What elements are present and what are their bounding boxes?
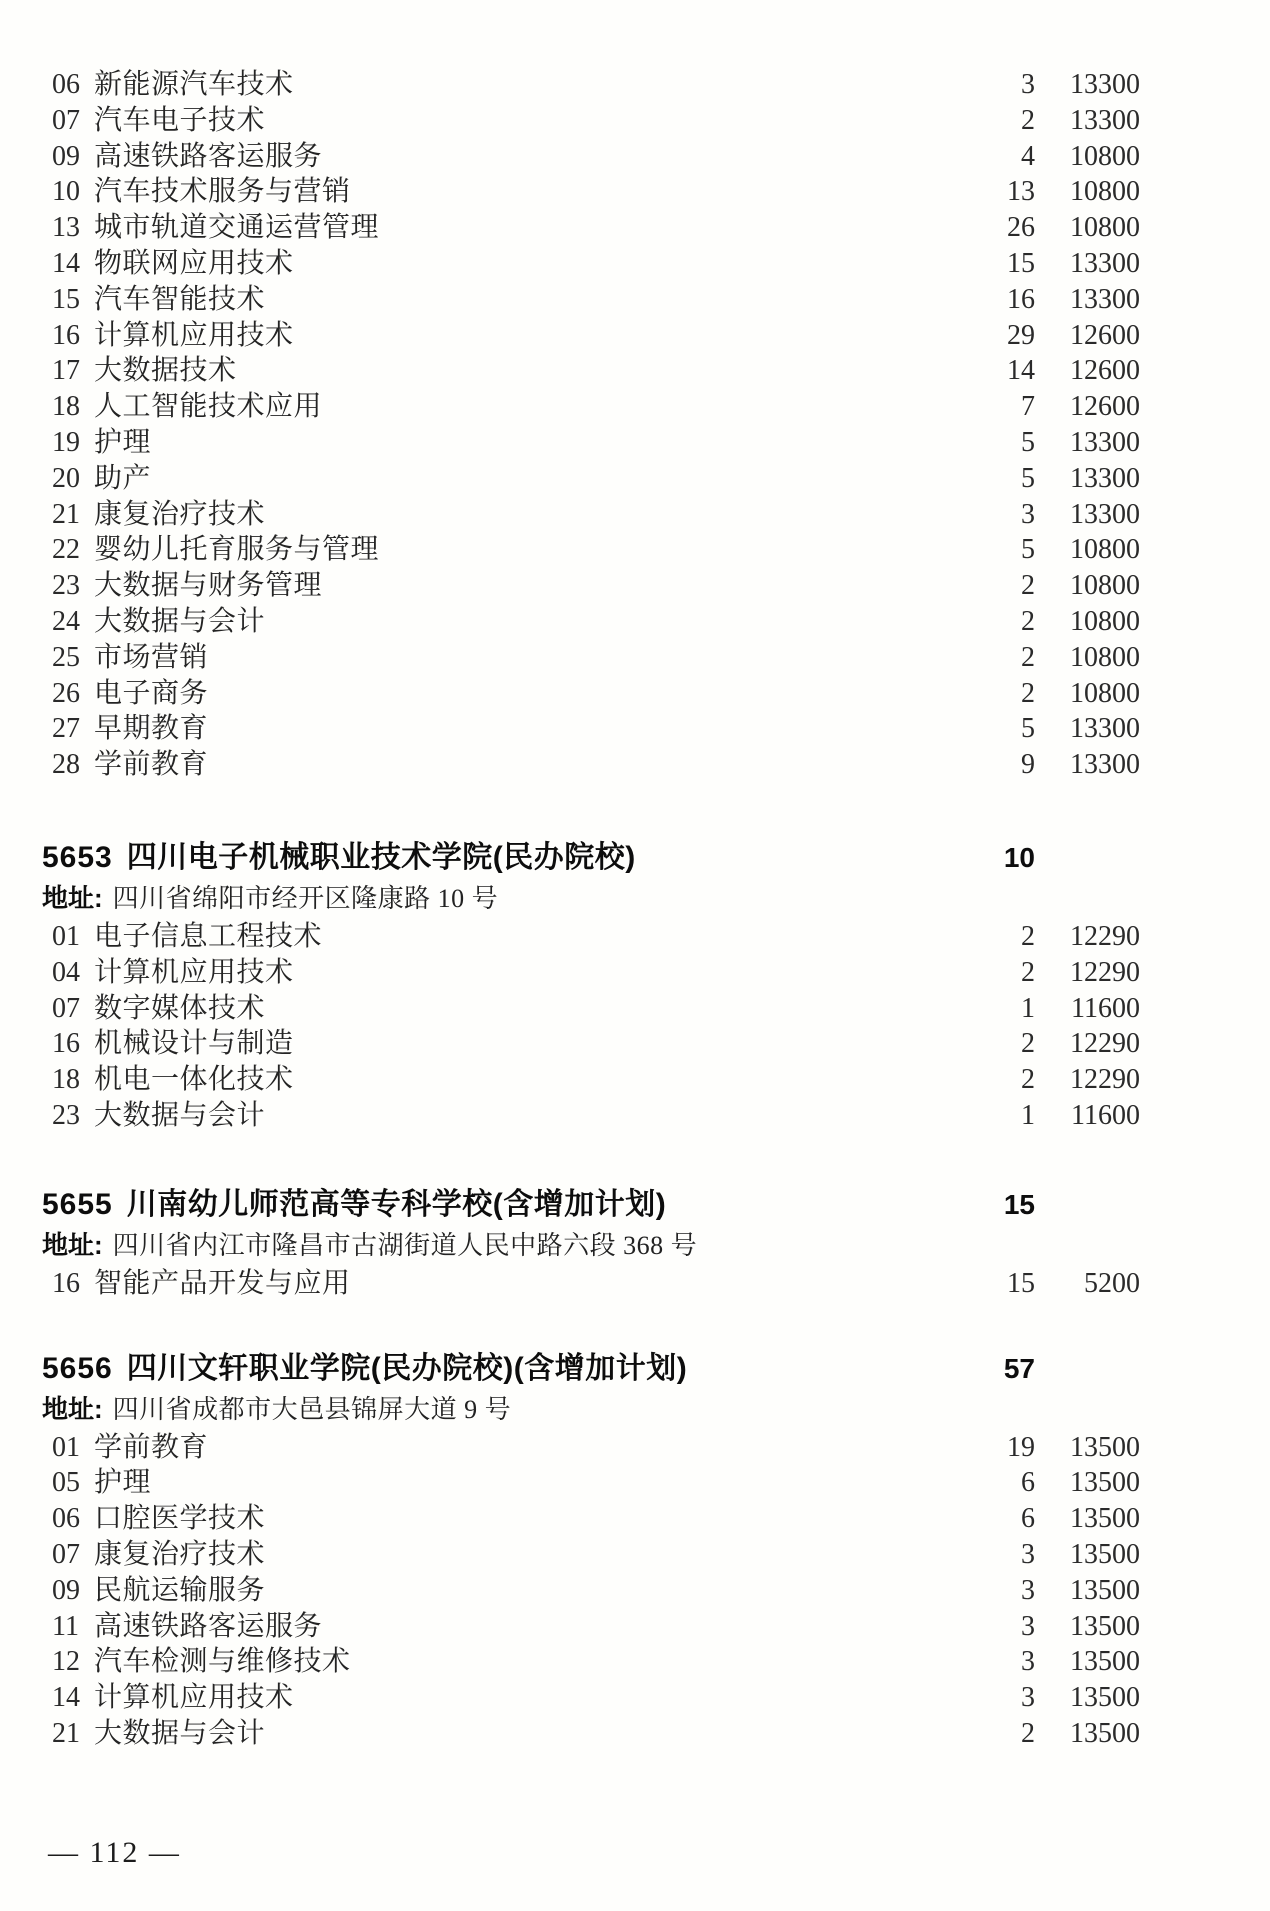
major-planned-count: 2 bbox=[1021, 104, 1035, 136]
major-code: 14 bbox=[52, 247, 80, 279]
major-name: 汽车电子技术 bbox=[94, 104, 266, 136]
major-code: 21 bbox=[52, 498, 80, 530]
address-label: 地址: bbox=[42, 1393, 103, 1424]
major-planned-count: 2 bbox=[1021, 570, 1035, 602]
major-tuition-fee: 13300 bbox=[1070, 104, 1140, 136]
major-name: 计算机应用技术 bbox=[94, 956, 294, 988]
major-row bbox=[42, 568, 1140, 604]
major-planned-count: 3 bbox=[1021, 1682, 1035, 1714]
college-total-count: 10 bbox=[1003, 841, 1035, 873]
major-planned-count: 2 bbox=[1021, 1028, 1035, 1060]
major-name: 数字媒体技术 bbox=[94, 992, 266, 1024]
major-name: 大数据与会计 bbox=[94, 605, 266, 637]
major-code: 01 bbox=[52, 920, 80, 952]
major-row bbox=[42, 139, 1140, 175]
major-name: 机械设计与制造 bbox=[94, 1028, 294, 1060]
college-code: 5653 bbox=[42, 840, 113, 874]
major-row bbox=[42, 282, 1140, 318]
college-code: 5656 bbox=[42, 1351, 113, 1385]
major-row bbox=[42, 1465, 1140, 1501]
major-tuition-fee: 10800 bbox=[1070, 677, 1140, 709]
major-code: 17 bbox=[52, 355, 80, 387]
major-code: 16 bbox=[52, 1028, 80, 1060]
major-tuition-fee: 12290 bbox=[1070, 920, 1140, 952]
major-code: 12 bbox=[52, 1646, 80, 1678]
major-code: 14 bbox=[52, 1682, 80, 1714]
major-code: 25 bbox=[52, 641, 80, 673]
major-tuition-fee: 10800 bbox=[1070, 605, 1140, 637]
major-code: 09 bbox=[52, 140, 80, 172]
major-name: 高速铁路客运服务 bbox=[94, 1610, 323, 1642]
major-name: 电子商务 bbox=[94, 677, 209, 709]
major-planned-count: 7 bbox=[1021, 391, 1035, 423]
major-name: 市场营销 bbox=[94, 641, 209, 673]
major-name: 机电一体化技术 bbox=[94, 1064, 294, 1096]
major-row bbox=[42, 919, 1140, 955]
major-name: 智能产品开发与应用 bbox=[94, 1267, 351, 1299]
major-code: 15 bbox=[52, 283, 80, 315]
major-name: 物联网应用技术 bbox=[94, 247, 294, 279]
major-row bbox=[42, 1537, 1140, 1573]
major-planned-count: 4 bbox=[1021, 140, 1035, 172]
major-tuition-fee: 10800 bbox=[1070, 212, 1140, 244]
major-name: 康复治疗技术 bbox=[94, 1538, 266, 1570]
major-planned-count: 3 bbox=[1021, 1646, 1035, 1678]
major-row bbox=[42, 1573, 1140, 1609]
major-row bbox=[42, 389, 1140, 425]
major-tuition-fee: 13500 bbox=[1070, 1610, 1140, 1642]
major-code: 16 bbox=[52, 319, 80, 351]
major-row bbox=[42, 1266, 1140, 1302]
major-name: 汽车技术服务与营销 bbox=[94, 176, 351, 208]
major-code: 19 bbox=[52, 426, 80, 458]
major-list bbox=[42, 1266, 1140, 1302]
major-tuition-fee: 10800 bbox=[1070, 534, 1140, 566]
major-tuition-fee: 13500 bbox=[1070, 1574, 1140, 1606]
major-planned-count: 2 bbox=[1021, 1064, 1035, 1096]
major-name: 口腔医学技术 bbox=[94, 1503, 266, 1535]
address-label: 地址: bbox=[42, 1229, 103, 1260]
major-name: 高速铁路客运服务 bbox=[94, 140, 323, 172]
major-row bbox=[42, 353, 1140, 389]
major-row bbox=[42, 1098, 1140, 1134]
major-row bbox=[42, 67, 1140, 103]
major-planned-count: 3 bbox=[1021, 1574, 1035, 1606]
major-name: 民航运输服务 bbox=[94, 1574, 266, 1606]
major-planned-count: 3 bbox=[1021, 69, 1035, 100]
major-name: 新能源汽车技术 bbox=[94, 69, 294, 100]
page-number: — 112 — bbox=[48, 1835, 181, 1869]
major-code: 13 bbox=[52, 212, 80, 244]
major-name: 电子信息工程技术 bbox=[94, 920, 323, 952]
major-planned-count: 2 bbox=[1021, 641, 1035, 673]
major-planned-count: 6 bbox=[1021, 1503, 1035, 1535]
major-planned-count: 1 bbox=[1021, 992, 1035, 1024]
major-row bbox=[42, 1644, 1140, 1680]
major-tuition-fee: 13500 bbox=[1070, 1503, 1140, 1535]
college-code: 5655 bbox=[42, 1187, 113, 1221]
major-planned-count: 2 bbox=[1021, 956, 1035, 988]
major-code: 16 bbox=[52, 1267, 80, 1299]
major-tuition-fee: 10800 bbox=[1070, 140, 1140, 172]
major-row bbox=[42, 1062, 1140, 1098]
major-row bbox=[42, 1026, 1140, 1062]
major-tuition-fee: 10800 bbox=[1070, 641, 1140, 673]
major-planned-count: 2 bbox=[1021, 920, 1035, 952]
major-code: 06 bbox=[52, 1503, 80, 1535]
college-header bbox=[42, 1186, 1140, 1224]
major-row bbox=[42, 640, 1140, 676]
major-tuition-fee: 13300 bbox=[1070, 749, 1140, 781]
major-row bbox=[42, 747, 1140, 783]
major-name: 早期教育 bbox=[94, 713, 209, 745]
major-planned-count: 1 bbox=[1021, 1099, 1035, 1131]
major-code: 27 bbox=[52, 713, 80, 745]
major-tuition-fee: 12600 bbox=[1070, 391, 1140, 423]
major-planned-count: 5 bbox=[1021, 462, 1035, 494]
major-tuition-fee: 12290 bbox=[1070, 956, 1140, 988]
major-tuition-fee: 12290 bbox=[1070, 1064, 1140, 1096]
major-name: 大数据与会计 bbox=[94, 1717, 266, 1749]
major-code: 04 bbox=[52, 956, 80, 988]
major-planned-count: 13 bbox=[1007, 176, 1035, 208]
address-text: 四川省成都市大邑县锦屏大道 9 号 bbox=[112, 1394, 512, 1424]
address-text: 四川省绵阳市经开区隆康路 10 号 bbox=[112, 883, 499, 913]
major-planned-count: 3 bbox=[1021, 1538, 1035, 1570]
major-tuition-fee: 13300 bbox=[1070, 247, 1140, 279]
college-section bbox=[42, 839, 1140, 1134]
major-code: 22 bbox=[52, 534, 80, 566]
major-row bbox=[42, 210, 1140, 246]
major-code: 18 bbox=[52, 391, 80, 423]
major-code: 01 bbox=[52, 1431, 80, 1463]
major-row bbox=[42, 532, 1140, 568]
major-row bbox=[42, 955, 1140, 991]
major-name: 护理 bbox=[94, 1467, 152, 1499]
major-code: 07 bbox=[52, 992, 80, 1024]
college-header bbox=[42, 1350, 1140, 1388]
college-section bbox=[42, 1350, 1140, 1752]
major-planned-count: 14 bbox=[1007, 355, 1035, 387]
major-tuition-fee: 10800 bbox=[1070, 176, 1140, 208]
major-row bbox=[42, 991, 1140, 1027]
major-planned-count: 5 bbox=[1021, 534, 1035, 566]
college-total-count: 57 bbox=[1003, 1352, 1035, 1384]
major-row bbox=[42, 676, 1140, 712]
major-tuition-fee: 13300 bbox=[1070, 283, 1140, 315]
major-tuition-fee: 10800 bbox=[1070, 570, 1140, 602]
major-tuition-fee: 13500 bbox=[1070, 1682, 1140, 1714]
page-footer bbox=[0, 1837, 1270, 1869]
major-code: 18 bbox=[52, 1064, 80, 1096]
major-row bbox=[42, 711, 1140, 747]
major-row bbox=[42, 461, 1140, 497]
major-tuition-fee: 12290 bbox=[1070, 1028, 1140, 1060]
major-name: 城市轨道交通运营管理 bbox=[94, 212, 380, 244]
major-name: 人工智能技术应用 bbox=[94, 391, 323, 423]
major-name: 婴幼儿托育服务与管理 bbox=[94, 534, 380, 566]
major-tuition-fee: 11600 bbox=[1071, 1099, 1140, 1131]
college-section bbox=[42, 1186, 1140, 1302]
major-name: 大数据技术 bbox=[94, 355, 237, 387]
major-tuition-fee: 13300 bbox=[1070, 69, 1140, 100]
major-name: 学前教育 bbox=[94, 749, 209, 781]
major-planned-count: 3 bbox=[1021, 498, 1035, 530]
major-row bbox=[42, 1680, 1140, 1716]
major-tuition-fee: 13500 bbox=[1070, 1717, 1140, 1749]
major-code: 23 bbox=[52, 570, 80, 602]
major-row bbox=[42, 497, 1140, 533]
major-code: 10 bbox=[52, 176, 80, 208]
major-tuition-fee: 13500 bbox=[1070, 1467, 1140, 1499]
major-tuition-fee: 5200 bbox=[1084, 1267, 1140, 1299]
college-address-line bbox=[42, 1388, 1140, 1430]
major-row bbox=[42, 318, 1140, 354]
major-code: 26 bbox=[52, 677, 80, 709]
major-row bbox=[42, 1609, 1140, 1645]
major-tuition-fee: 12600 bbox=[1070, 319, 1140, 351]
college-address-line bbox=[42, 1224, 1140, 1266]
major-code: 20 bbox=[52, 462, 80, 494]
major-planned-count: 5 bbox=[1021, 713, 1035, 745]
college-section bbox=[42, 67, 1140, 783]
major-code: 23 bbox=[52, 1099, 80, 1131]
major-row bbox=[42, 604, 1140, 640]
college-header bbox=[42, 839, 1140, 877]
major-planned-count: 6 bbox=[1021, 1467, 1035, 1499]
major-planned-count: 5 bbox=[1021, 426, 1035, 458]
major-code: 09 bbox=[52, 1574, 80, 1606]
major-code: 11 bbox=[52, 1610, 79, 1642]
major-tuition-fee: 12600 bbox=[1070, 355, 1140, 387]
major-planned-count: 29 bbox=[1007, 319, 1035, 351]
major-planned-count: 26 bbox=[1007, 212, 1035, 244]
major-name: 汽车智能技术 bbox=[94, 283, 266, 315]
college-name: 四川电子机械职业技术学院(民办院校) bbox=[126, 840, 636, 874]
major-name: 护理 bbox=[94, 426, 152, 458]
major-planned-count: 2 bbox=[1021, 1717, 1035, 1749]
major-row bbox=[42, 246, 1140, 282]
major-planned-count: 15 bbox=[1007, 1267, 1035, 1299]
address-label: 地址: bbox=[42, 882, 103, 913]
major-planned-count: 15 bbox=[1007, 247, 1035, 279]
major-name: 计算机应用技术 bbox=[94, 1682, 294, 1714]
major-row bbox=[42, 425, 1140, 461]
major-planned-count: 9 bbox=[1021, 749, 1035, 781]
address-text: 四川省内江市隆昌市古湖街道人民中路六段 368 号 bbox=[112, 1230, 698, 1260]
major-name: 助产 bbox=[94, 462, 152, 494]
college-name: 四川文轩职业学院(民办院校)(含增加计划) bbox=[126, 1351, 688, 1385]
major-list bbox=[42, 919, 1140, 1134]
major-tuition-fee: 13500 bbox=[1070, 1538, 1140, 1570]
major-tuition-fee: 13500 bbox=[1070, 1646, 1140, 1678]
major-row bbox=[42, 103, 1140, 139]
major-code: 28 bbox=[52, 749, 80, 781]
major-list bbox=[42, 67, 1140, 783]
major-row bbox=[42, 174, 1140, 210]
major-row bbox=[42, 1716, 1140, 1752]
college-name: 川南幼儿师范高等专科学校(含增加计划) bbox=[126, 1187, 667, 1221]
major-row bbox=[42, 1501, 1140, 1537]
major-planned-count: 2 bbox=[1021, 677, 1035, 709]
major-planned-count: 16 bbox=[1007, 283, 1035, 315]
major-tuition-fee: 13300 bbox=[1070, 426, 1140, 458]
college-address-line bbox=[42, 877, 1140, 919]
major-code: 07 bbox=[52, 1538, 80, 1570]
major-name: 大数据与会计 bbox=[94, 1099, 266, 1131]
major-name: 康复治疗技术 bbox=[94, 498, 266, 530]
major-planned-count: 3 bbox=[1021, 1610, 1035, 1642]
major-tuition-fee: 13300 bbox=[1070, 713, 1140, 745]
major-tuition-fee: 13300 bbox=[1070, 498, 1140, 530]
major-name: 学前教育 bbox=[94, 1431, 209, 1463]
major-code: 24 bbox=[52, 605, 80, 637]
major-code: 07 bbox=[52, 104, 80, 136]
major-tuition-fee: 13500 bbox=[1070, 1431, 1140, 1463]
major-name: 汽车检测与维修技术 bbox=[94, 1646, 351, 1678]
major-tuition-fee: 13300 bbox=[1070, 462, 1140, 494]
major-planned-count: 2 bbox=[1021, 605, 1035, 637]
major-planned-count: 19 bbox=[1007, 1431, 1035, 1463]
major-name: 大数据与财务管理 bbox=[94, 570, 323, 602]
major-list bbox=[42, 1430, 1140, 1752]
major-code: 21 bbox=[52, 1717, 80, 1749]
major-code: 05 bbox=[52, 1467, 80, 1499]
major-row bbox=[42, 1430, 1140, 1466]
major-tuition-fee: 11600 bbox=[1071, 992, 1140, 1024]
college-total-count: 15 bbox=[1003, 1188, 1035, 1220]
major-code: 06 bbox=[52, 69, 80, 100]
major-name: 计算机应用技术 bbox=[94, 319, 294, 351]
